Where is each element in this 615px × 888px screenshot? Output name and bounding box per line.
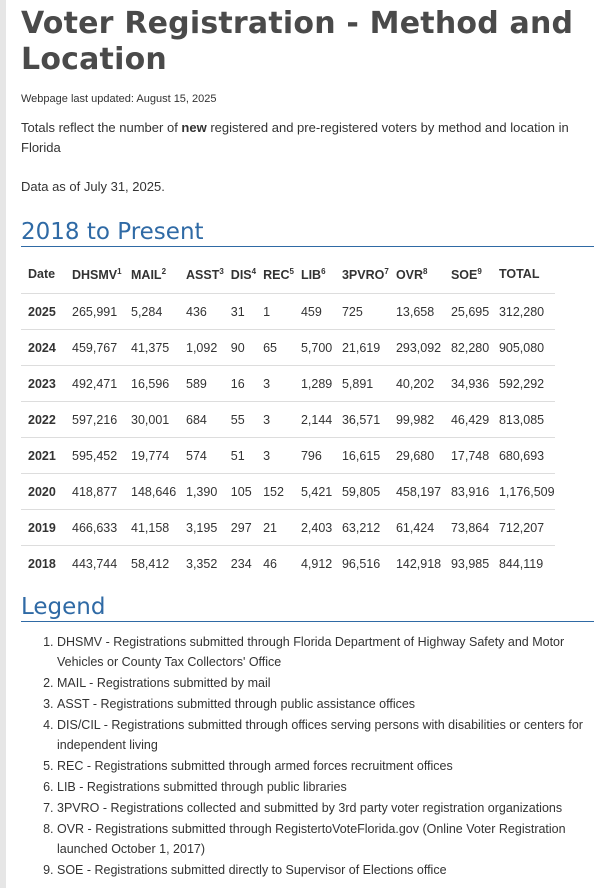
- header-3pvro: 3PVRO$^7$: [341, 266, 389, 282]
- header-dhsmv: DHSMV$^1$: [72, 266, 122, 282]
- cell-soe: 34,936: [444, 366, 492, 402]
- cell-3pvro: 5,891: [335, 366, 389, 402]
- cell-total: 1,176,509: [492, 474, 555, 510]
- cell-dis: 55: [224, 402, 256, 438]
- cell-total: 712,207: [492, 510, 555, 546]
- data-as-of-text: Data as of July 31, 2025.: [21, 179, 165, 194]
- page-title: Voter Registration - Method and Location: [21, 6, 574, 77]
- legend-item-rec: 5. REC - Registrations submitted through armed forces recruitment offices: [57, 756, 597, 776]
- cell-dis: 105: [224, 474, 256, 510]
- cell-asst: 574: [179, 438, 224, 474]
- legend-item-lib: 6. LIB - Registrations submitted through public libraries: [57, 777, 597, 797]
- cell-3pvro: 96,516: [335, 546, 389, 582]
- header-lib: LIB$^6$: [300, 266, 326, 282]
- cell-3pvro: 16,615: [335, 438, 389, 474]
- cell-3pvro: 36,571: [335, 402, 389, 438]
- cell-soe: 93,985: [444, 546, 492, 582]
- cell-dhsmv: 443,744: [65, 546, 124, 582]
- cell-date: 2025: [21, 294, 65, 330]
- cell-ovr: 13,658: [389, 294, 444, 330]
- header-rec: REC$^5$: [263, 266, 294, 282]
- last-updated-text: Webpage last updated: August 15, 2025: [21, 93, 217, 105]
- totals-prefix: Totals reflect the number of: [21, 120, 182, 135]
- cell-ovr: 293,092: [389, 330, 444, 366]
- cell-lib: 796: [294, 438, 335, 474]
- table-row: [21, 330, 555, 366]
- cell-asst: 436: [179, 294, 224, 330]
- cell-soe: 82,280: [444, 330, 492, 366]
- cell-ovr: 29,680: [389, 438, 444, 474]
- table-row: [21, 294, 555, 330]
- registration-table: [21, 255, 555, 581]
- cell-asst: 589: [179, 366, 224, 402]
- cell-dis: 31: [224, 294, 256, 330]
- cell-ovr: 142,918: [389, 546, 444, 582]
- header-total: TOTAL: [498, 267, 540, 281]
- legend-item-soe: 9. SOE - Registrations submitted directly to Supervisor of Elections office: [57, 860, 597, 880]
- cell-asst: 3,195: [179, 510, 224, 546]
- cell-total: 905,080: [492, 330, 555, 366]
- cell-ovr: 40,202: [389, 366, 444, 402]
- cell-mail: 41,375: [124, 330, 179, 366]
- cell-total: 592,292: [492, 366, 555, 402]
- legend-item-dis-cil: 4. DIS/CIL - Registrations submitted through offices serving persons with disabilities or centers for independent living: [57, 715, 597, 755]
- cell-dis: 297: [224, 510, 256, 546]
- cell-lib: 459: [294, 294, 335, 330]
- main-content: [21, 6, 611, 881]
- cell-date: 2018: [21, 546, 65, 582]
- cell-soe: 46,429: [444, 402, 492, 438]
- section-title-2018-to-present: 2018 to Present: [21, 218, 594, 247]
- cell-mail: 41,158: [124, 510, 179, 546]
- cell-dis: 234: [224, 546, 256, 582]
- cell-mail: 5,284: [124, 294, 179, 330]
- cell-total: 844,119: [492, 546, 555, 582]
- header-mail: MAIL$^2$: [131, 266, 167, 282]
- cell-3pvro: 63,212: [335, 510, 389, 546]
- cell-lib: 2,144: [294, 402, 335, 438]
- cell-soe: 73,864: [444, 510, 492, 546]
- header-soe: SOE$^9$: [450, 266, 482, 282]
- totals-bold-word: new: [181, 120, 207, 135]
- cell-total: 680,693: [492, 438, 555, 474]
- header-date: Date: [28, 267, 56, 281]
- cell-date: 2020: [21, 474, 65, 510]
- cell-rec: 152: [256, 474, 294, 510]
- legend-item-dhsmv: 1. DHSMV - Registrations submitted through Florida Department of Highway Safety and Motor Vehicles or County Tax Collectors' Office: [57, 632, 597, 672]
- cell-date: 2023: [21, 366, 65, 402]
- cell-asst: 3,352: [179, 546, 224, 582]
- cell-ovr: 99,982: [389, 402, 444, 438]
- cell-date: 2019: [21, 510, 65, 546]
- cell-mail: 19,774: [124, 438, 179, 474]
- legend-list: [21, 632, 597, 880]
- cell-lib: 5,421: [294, 474, 335, 510]
- cell-dhsmv: 265,991: [65, 294, 124, 330]
- cell-asst: 1,092: [179, 330, 224, 366]
- legend-item-asst: 3. ASST - Registrations submitted through public assistance offices: [57, 694, 597, 714]
- cell-total: 312,280: [492, 294, 555, 330]
- cell-ovr: 61,424: [389, 510, 444, 546]
- cell-mail: 58,412: [124, 546, 179, 582]
- cell-lib: 5,700: [294, 330, 335, 366]
- table-row: [21, 510, 555, 546]
- cell-asst: 1,390: [179, 474, 224, 510]
- cell-lib: 1,289: [294, 366, 335, 402]
- cell-soe: 83,916: [444, 474, 492, 510]
- header-ovr: OVR$^8$: [395, 266, 428, 282]
- cell-dis: 51: [224, 438, 256, 474]
- cell-dhsmv: 595,452: [65, 438, 124, 474]
- cell-dhsmv: 492,471: [65, 366, 124, 402]
- cell-date: 2021: [21, 438, 65, 474]
- cell-soe: 17,748: [444, 438, 492, 474]
- cell-dhsmv: 459,767: [65, 330, 124, 366]
- legend-item-ovr: 8. OVR - Registrations submitted through RegistertoVoteFlorida.gov (Online Voter Registration launched October 1, 2017): [57, 819, 597, 859]
- header-dis: DIS$^4$: [230, 266, 257, 282]
- cell-rec: 3: [256, 438, 294, 474]
- totals-suffix: registered and pre-registered voters by method and location in Florida: [21, 120, 569, 155]
- table-row: [21, 402, 555, 438]
- cell-dis: 16: [224, 366, 256, 402]
- cell-3pvro: 59,805: [335, 474, 389, 510]
- table-row: [21, 438, 555, 474]
- cell-3pvro: 21,619: [335, 330, 389, 366]
- cell-lib: 4,912: [294, 546, 335, 582]
- cell-asst: 684: [179, 402, 224, 438]
- legend-title: Legend: [21, 593, 594, 622]
- table-row: [21, 474, 555, 510]
- table-row: [21, 546, 555, 582]
- legend-item-3pvro: 7. 3PVRO - Registrations collected and submitted by 3rd party voter registration organizations: [57, 798, 597, 818]
- cell-mail: 30,001: [124, 402, 179, 438]
- cell-dhsmv: 597,216: [65, 402, 124, 438]
- cell-dhsmv: 418,877: [65, 474, 124, 510]
- cell-ovr: 458,197: [389, 474, 444, 510]
- table-header-row: [21, 255, 555, 294]
- cell-3pvro: 725: [335, 294, 389, 330]
- cell-date: 2024: [21, 330, 65, 366]
- cell-date: 2022: [21, 402, 65, 438]
- table-row: [21, 366, 555, 402]
- cell-rec: 65: [256, 330, 294, 366]
- cell-mail: 148,646: [124, 474, 179, 510]
- cell-dis: 90: [224, 330, 256, 366]
- cell-rec: 3: [256, 402, 294, 438]
- cell-soe: 25,695: [444, 294, 492, 330]
- cell-dhsmv: 466,633: [65, 510, 124, 546]
- header-asst: ASST$^3$: [186, 266, 224, 282]
- cell-lib: 2,403: [294, 510, 335, 546]
- cell-rec: 46: [256, 546, 294, 582]
- cell-rec: 21: [256, 510, 294, 546]
- cell-total: 813,085: [492, 402, 555, 438]
- left-page-border: [0, 0, 6, 888]
- cell-mail: 16,596: [124, 366, 179, 402]
- totals-description: [21, 118, 611, 158]
- cell-rec: 3: [256, 366, 294, 402]
- legend-item-mail: 2. MAIL - Registrations submitted by mail: [57, 673, 597, 693]
- cell-rec: 1: [256, 294, 294, 330]
